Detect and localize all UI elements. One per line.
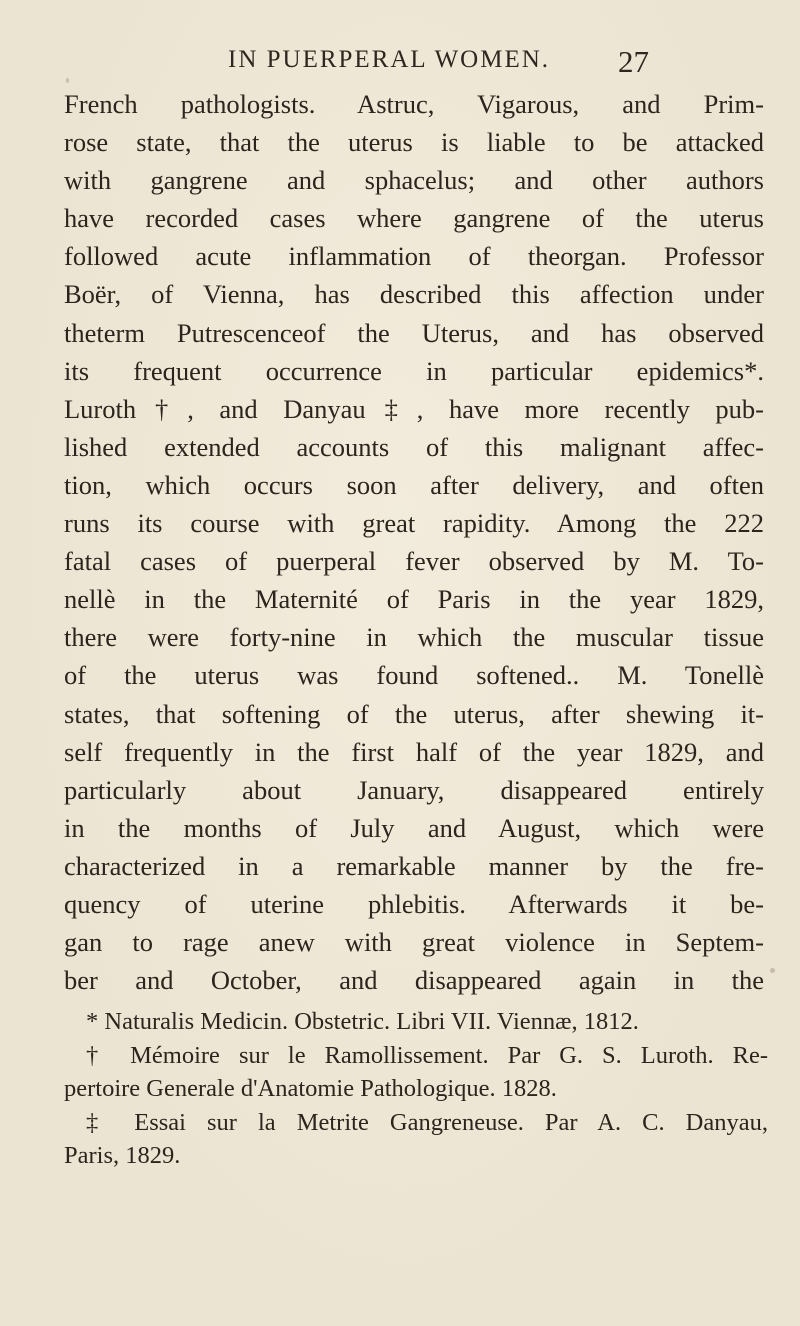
body-line: states, that softening of the uterus, after shewing it- (64, 698, 764, 729)
body-line: fatal cases of puerperal fever observed by M. To- (64, 546, 764, 577)
body-line: particularly about January, disappeared entirely (64, 774, 764, 805)
body-line: Boër, of Vienna, has described this affection under (64, 279, 764, 310)
body-line: gan to rage anew with great violence in Septem- (64, 927, 764, 958)
paper-foxing-spot (66, 78, 69, 83)
body-line: ber and October, and disappeared again in the (64, 965, 764, 996)
body-line: theterm Putrescenceof the Uterus, and has observed (64, 317, 764, 348)
body-line: have recorded cases where gangrene of the uterus (64, 203, 764, 234)
body-line: runs its course with great rapidity. Among the 222 (64, 508, 764, 539)
running-title: IN PUERPERAL WOMEN. (228, 46, 551, 73)
running-head (0, 46, 800, 86)
body-line: with gangrene and sphacelus; and other authors (64, 165, 764, 196)
body-line: there were forty-nine in which the muscular tissue (64, 622, 764, 653)
footnote: * Naturalis Medicin. Obstetric. Libri VII. Viennæ, 1812. (86, 1008, 639, 1035)
paper-foxing-spot (770, 968, 775, 973)
body-line: lished extended accounts of this malignant affec- (64, 431, 764, 462)
body-line: of the uterus was found softened.. M. Tonellè (64, 660, 764, 691)
body-line: rose state, that the uterus is liable to be attacked (64, 127, 764, 158)
body-line: characterized in a remarkable manner by the fre- (64, 850, 764, 881)
body-line: tion, which occurs soon after delivery, and often (64, 469, 764, 500)
footnote-continuation: Paris, 1829. (64, 1142, 181, 1169)
footnote: † Mémoire sur le Ramollissement. Par G. S. Luroth. Re- (86, 1041, 768, 1069)
body-line: its frequent occurrence in particular epidemics*. (64, 355, 764, 386)
body-line: self frequently in the first half of the year 1829, and (64, 736, 764, 767)
footnote: ‡ Essai sur la Metrite Gangreneuse. Par A. C. Danyau, (86, 1108, 768, 1136)
footnotes (64, 1005, 768, 1173)
body-line: in the months of July and August, which were (64, 812, 764, 843)
body-line: followed acute inflammation of theorgan. Professor (64, 241, 764, 272)
footnote-continuation: pertoire Generale d'Anatomie Pathologique. 1828. (64, 1075, 557, 1102)
body-text (64, 85, 764, 999)
body-line: French pathologists. Astruc, Vigarous, and Prim- (64, 89, 764, 119)
body-line: nellè in the Maternité of Paris in the year 1829, (64, 584, 764, 615)
body-line: quency of uterine phlebitis. Afterwards it be- (64, 888, 764, 919)
page-number: 27 (618, 44, 649, 79)
body-line: Luroth†, and Danyau‡, have more recently pub- (64, 393, 764, 424)
